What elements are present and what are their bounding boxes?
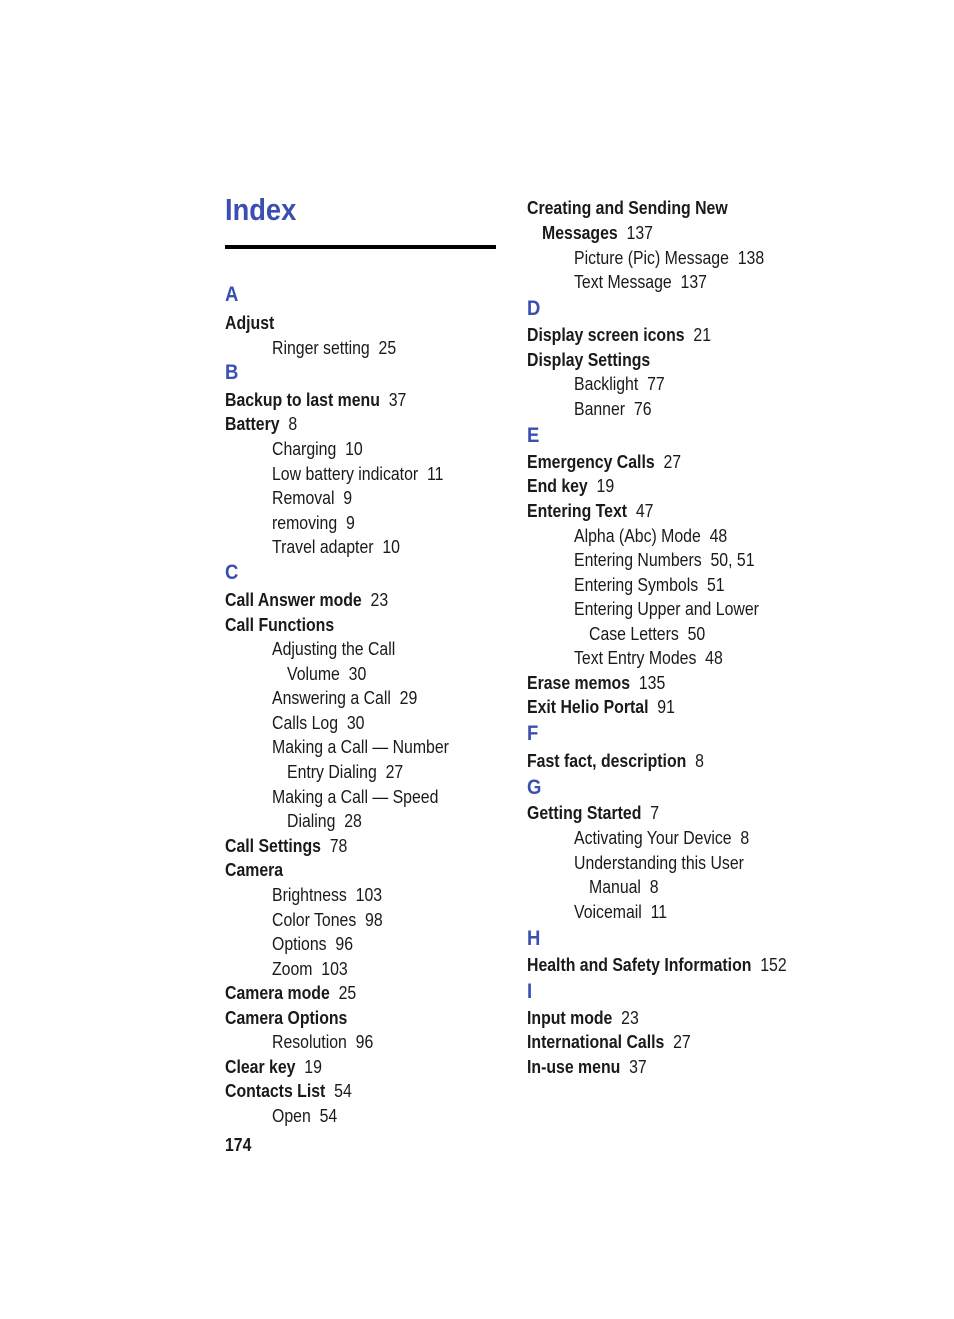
index-term bbox=[527, 953, 787, 977]
index-subterm bbox=[272, 1030, 373, 1054]
index-entry-text: Camera mode bbox=[225, 983, 330, 1003]
index-page-ref: 51 bbox=[698, 575, 725, 595]
index-subterm-continuation bbox=[287, 662, 366, 686]
index-entry-text: Brightness bbox=[272, 885, 347, 905]
index-subterm bbox=[574, 246, 764, 270]
index-entry-text: Entering Upper and Lower bbox=[574, 599, 759, 619]
index-subterm bbox=[272, 336, 396, 360]
index-entry-text: A bbox=[225, 283, 239, 306]
index-entry-text: Contacts List bbox=[225, 1081, 326, 1101]
index-entry-text: G bbox=[527, 776, 542, 799]
index-subterm-continuation bbox=[589, 875, 659, 899]
index-entry-text: Backup to last menu bbox=[225, 390, 380, 410]
index-subterm bbox=[574, 646, 723, 670]
page-number: 174 bbox=[225, 1135, 252, 1155]
index-page-ref: 48 bbox=[696, 648, 723, 668]
index-entry-text: Voicemail bbox=[574, 902, 642, 922]
index-term bbox=[225, 981, 356, 1005]
index-subterm bbox=[574, 548, 755, 572]
index-page-ref: 152 bbox=[751, 955, 787, 975]
index-entry-text: Display Settings bbox=[527, 350, 651, 370]
index-page-ref: 103 bbox=[312, 959, 348, 979]
index-page-ref: 21 bbox=[684, 325, 712, 345]
index-subterm bbox=[272, 637, 395, 661]
index-entry-text: Text Message bbox=[574, 272, 672, 292]
index-entry-text: Dialing bbox=[287, 811, 336, 831]
index-page-ref: 10 bbox=[336, 439, 363, 459]
index-subterm bbox=[574, 397, 652, 421]
index-subterm bbox=[272, 932, 353, 956]
index-page-ref: 23 bbox=[612, 1008, 639, 1028]
index-term bbox=[225, 588, 388, 612]
index-page-ref: 23 bbox=[361, 590, 389, 610]
index-subterm bbox=[272, 711, 364, 735]
page-title: Index bbox=[225, 192, 297, 227]
index-page-ref: 8 bbox=[731, 828, 750, 848]
index-entry-text: Alpha (Abc) Mode bbox=[574, 526, 701, 546]
index-entry-text: Calls Log bbox=[272, 713, 339, 733]
index-entry-text: Options bbox=[272, 934, 327, 954]
index-subterm bbox=[272, 1104, 337, 1128]
index-entry-text: Erase memos bbox=[527, 673, 631, 693]
index-page-ref: 54 bbox=[325, 1081, 352, 1101]
index-term bbox=[527, 695, 675, 719]
index-subterm bbox=[574, 573, 725, 597]
index-page-ref: 78 bbox=[320, 836, 348, 856]
index-page-ref: 10 bbox=[373, 537, 400, 557]
index-letter-heading bbox=[527, 424, 539, 448]
index-subterm bbox=[272, 785, 438, 809]
index-subterm bbox=[574, 597, 759, 621]
index-page-ref: 137 bbox=[671, 272, 707, 292]
index-entry-text: E bbox=[527, 424, 540, 447]
index-entry-text: Adjusting the Call bbox=[272, 639, 396, 659]
index-page-ref: 25 bbox=[369, 338, 397, 358]
index-entry-text: I bbox=[527, 980, 533, 1003]
index-entry-text: Entry Dialing bbox=[287, 762, 377, 782]
index-page-ref: 96 bbox=[326, 934, 354, 954]
index-page-ref: 98 bbox=[356, 910, 383, 930]
index-term bbox=[225, 412, 297, 436]
index-entry-text: International Calls bbox=[527, 1032, 665, 1052]
index-page-ref: 27 bbox=[376, 762, 404, 782]
index-term bbox=[527, 801, 659, 825]
index-term bbox=[527, 196, 728, 220]
index-entry-text: Backlight bbox=[574, 374, 639, 394]
index-page-ref: 25 bbox=[329, 983, 357, 1003]
index-letter-heading bbox=[527, 297, 540, 321]
index-term bbox=[527, 323, 711, 347]
index-term bbox=[225, 613, 334, 637]
index-term bbox=[225, 1006, 347, 1030]
index-entry-text: Camera Options bbox=[225, 1008, 348, 1028]
index-entry-text: Call Functions bbox=[225, 615, 335, 635]
index-entry-text: Charging bbox=[272, 439, 337, 459]
index-subterm bbox=[272, 486, 352, 510]
index-term bbox=[527, 499, 653, 523]
index-subterm bbox=[272, 908, 383, 932]
index-letter-heading bbox=[527, 980, 532, 1004]
index-term bbox=[225, 834, 347, 858]
index-entry-text: Creating and Sending New bbox=[527, 198, 728, 218]
index-page-ref: 7 bbox=[641, 803, 660, 823]
index-subterm bbox=[272, 511, 355, 535]
index-page-ref: 19 bbox=[295, 1057, 322, 1077]
index-entry-text: Open bbox=[272, 1106, 311, 1126]
index-entry-text: Understanding this User bbox=[574, 853, 744, 873]
index-entry-text: Case Letters bbox=[589, 624, 679, 644]
index-page-ref: 50 bbox=[678, 624, 706, 644]
index-page-ref: 30 bbox=[339, 664, 367, 684]
index-page-ref: 30 bbox=[338, 713, 365, 733]
index-page-ref: 8 bbox=[686, 751, 704, 771]
index-subterm bbox=[272, 437, 363, 461]
index-subterm bbox=[574, 900, 667, 924]
index-page-ref: 138 bbox=[728, 248, 765, 268]
index-entry-text: Adjust bbox=[225, 313, 275, 333]
index-entry-text: Entering Numbers bbox=[574, 550, 702, 570]
index-entry-text: Picture (Pic) Message bbox=[574, 248, 729, 268]
index-subterm bbox=[272, 735, 449, 759]
index-entry-text: Fast fact, description bbox=[527, 751, 687, 771]
index-entry-text: Messages bbox=[542, 223, 618, 243]
index-term bbox=[527, 1006, 639, 1030]
index-subterm bbox=[574, 270, 707, 294]
index-entry-text: Text Entry Modes bbox=[574, 648, 697, 668]
index-term bbox=[225, 311, 274, 335]
index-entry-text: Zoom bbox=[272, 959, 313, 979]
index-page-ref: 9 bbox=[334, 488, 353, 508]
index-page-ref: 29 bbox=[390, 688, 418, 708]
index-term bbox=[225, 1055, 322, 1079]
index-letter-heading bbox=[225, 283, 238, 307]
index-entry-text: Resolution bbox=[272, 1032, 347, 1052]
index-subterm bbox=[272, 462, 443, 486]
index-term-continuation bbox=[542, 221, 653, 245]
index-page-ref: 11 bbox=[418, 464, 444, 484]
index-page-ref: 137 bbox=[617, 223, 653, 243]
index-entry-text: removing bbox=[272, 513, 338, 533]
index-letter-heading bbox=[225, 561, 238, 585]
index-entry-text: Entering Text bbox=[527, 501, 628, 521]
index-entry-text: Battery bbox=[225, 414, 280, 434]
index-entry-text: Entering Symbols bbox=[574, 575, 699, 595]
index-entry-text: Input mode bbox=[527, 1008, 613, 1028]
index-entry-text: Call Settings bbox=[225, 836, 321, 856]
index-subterm bbox=[574, 826, 749, 850]
index-entry-text: Making a Call — Speed bbox=[272, 787, 439, 807]
index-entry-text: Making a Call — Number bbox=[272, 737, 449, 757]
index-subterm bbox=[574, 524, 727, 548]
index-entry-text: Color Tones bbox=[272, 910, 357, 930]
index-page-ref: 19 bbox=[587, 476, 615, 496]
index-page-ref: 50, 51 bbox=[701, 550, 755, 570]
index-term bbox=[527, 450, 681, 474]
index-page-ref: 135 bbox=[630, 673, 666, 693]
index-subterm-continuation bbox=[287, 760, 403, 784]
index-page-ref: 8 bbox=[640, 877, 659, 897]
index-entry-text: Exit Helio Portal bbox=[527, 697, 649, 717]
index-entry-text: Activating Your Device bbox=[574, 828, 732, 848]
index-page-ref: 27 bbox=[654, 452, 682, 472]
index-page-ref: 27 bbox=[664, 1032, 691, 1052]
index-page-ref: 48 bbox=[700, 526, 728, 546]
index-page-ref: 76 bbox=[625, 399, 652, 419]
index-entry-text: Call Answer mode bbox=[225, 590, 362, 610]
index-entry-text: H bbox=[527, 927, 541, 950]
index-subterm bbox=[272, 883, 382, 907]
index-entry-text: Low battery indicator bbox=[272, 464, 419, 484]
index-term bbox=[527, 1030, 691, 1054]
index-page-ref: 47 bbox=[627, 501, 654, 521]
index-entry-text: Getting Started bbox=[527, 803, 642, 823]
index-page-ref: 77 bbox=[638, 374, 665, 394]
index-page-ref: 54 bbox=[310, 1106, 338, 1126]
index-letter-heading bbox=[527, 927, 540, 951]
index-term bbox=[225, 1079, 352, 1103]
index-entry-text: Camera bbox=[225, 860, 284, 880]
index-subterm bbox=[272, 686, 417, 710]
index-page-ref: 37 bbox=[620, 1057, 647, 1077]
index-entry-text: Emergency Calls bbox=[527, 452, 655, 472]
index-letter-heading bbox=[527, 776, 541, 800]
index-term bbox=[527, 348, 650, 372]
index-page-ref: 37 bbox=[379, 390, 407, 410]
index-letter-heading bbox=[225, 361, 238, 385]
index-entry-text: End key bbox=[527, 476, 588, 496]
index-page-ref: 9 bbox=[337, 513, 355, 533]
index-entry-text: Volume bbox=[287, 664, 340, 684]
index-entry-text: Clear key bbox=[225, 1057, 296, 1077]
index-page-ref: 8 bbox=[279, 414, 298, 434]
index-entry-text: Removal bbox=[272, 488, 335, 508]
index-page-ref: 96 bbox=[346, 1032, 374, 1052]
index-page-ref: 28 bbox=[335, 811, 362, 831]
index-subterm-continuation bbox=[589, 622, 705, 646]
index-term bbox=[527, 749, 704, 773]
index-subterm bbox=[272, 535, 400, 559]
index-term bbox=[527, 1055, 647, 1079]
index-entry-text: B bbox=[225, 361, 239, 384]
index-letter-heading bbox=[527, 722, 538, 746]
index-page-ref: 103 bbox=[346, 885, 383, 905]
index-subterm bbox=[574, 851, 744, 875]
index-entry-text: C bbox=[225, 561, 239, 584]
index-subterm bbox=[272, 957, 348, 981]
index-entry-text: Health and Safety Information bbox=[527, 955, 752, 975]
index-page-ref: 91 bbox=[648, 697, 675, 717]
index-term bbox=[225, 388, 406, 412]
index-entry-text: In-use menu bbox=[527, 1057, 621, 1077]
index-entry-text: D bbox=[527, 297, 541, 320]
index-subterm bbox=[574, 372, 665, 396]
index-term bbox=[527, 474, 614, 498]
index-entry-text: Banner bbox=[574, 399, 626, 419]
index-entry-text: Ringer setting bbox=[272, 338, 370, 358]
index-page-ref: 11 bbox=[641, 902, 668, 922]
title-rule bbox=[225, 245, 496, 249]
index-entry-text: Answering a Call bbox=[272, 688, 391, 708]
index-entry-text: Manual bbox=[589, 877, 641, 897]
index-term bbox=[527, 671, 665, 695]
index-subterm-continuation bbox=[287, 809, 362, 833]
index-entry-text: F bbox=[527, 722, 539, 745]
index-term bbox=[225, 858, 283, 882]
index-entry-text: Travel adapter bbox=[272, 537, 374, 557]
index-entry-text: Display screen icons bbox=[527, 325, 685, 345]
